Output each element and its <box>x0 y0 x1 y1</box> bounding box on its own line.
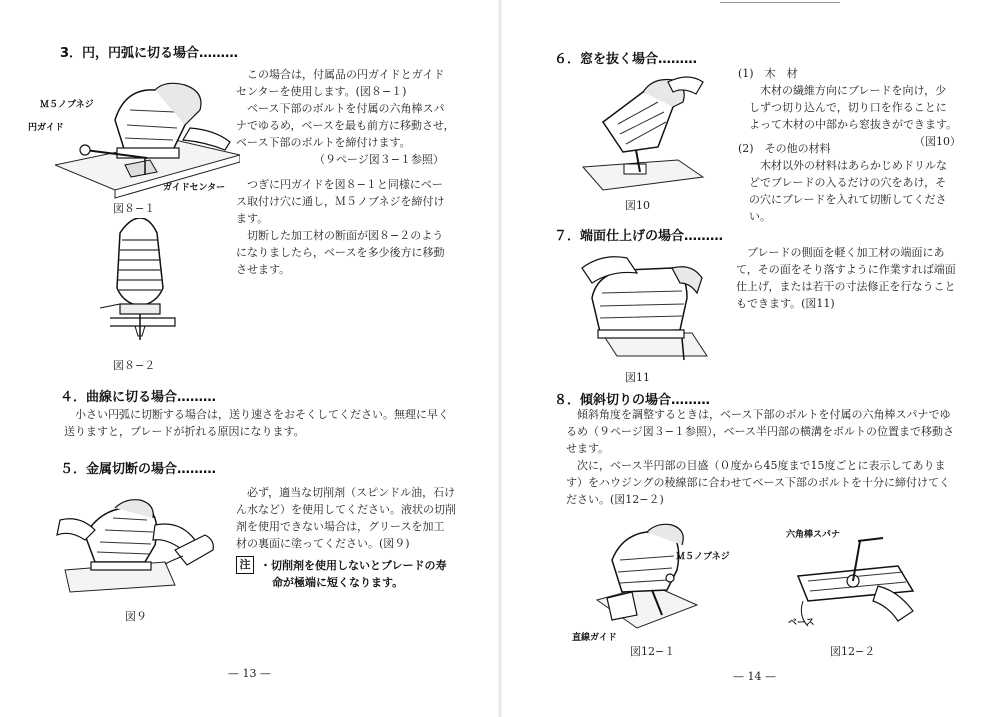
section-7-paragraph: ブレードの側面を軽く加工材の端面にあ て，その面をそり落すように作業すれば端面 仕上げ，または若干の寸法修正を行なうこと もできます。(図11) <box>736 246 956 310</box>
section-5-heading: ５．金属切断の場合……… <box>60 462 217 477</box>
page-14 <box>500 0 1000 717</box>
label-m5-knob-screw-12-1: Ｍ５ノブネジ <box>676 552 730 562</box>
note-badge: 注 <box>236 556 254 574</box>
section-6-sub-2: (2) その他の材料 木材以外の材料はあらかじめドリルな どでブレードの入るだけの穴をあけ，そ の穴にブレードを入れて切断してくださ い。 <box>738 142 947 223</box>
label-hex-wrench: 六角棒スパナ <box>786 530 841 540</box>
page-number-13: — 13 — <box>228 667 271 680</box>
section-4-paragraph: 小さい円弧に切断する場合は，送り速さをおそくしてください。無理に早く 送りますと，ブレードが折れる原因になります。 <box>64 408 449 438</box>
section-3-heading: 3．円，円弧に切る場合……… <box>60 46 239 61</box>
figure-9-caption: 図９ <box>125 610 147 623</box>
bevel-cut-illustration <box>592 520 702 635</box>
figure-9 <box>55 490 220 595</box>
figure-11-caption: 図11 <box>625 371 650 384</box>
label-base: ベース <box>788 618 815 628</box>
figure-10-caption: 図10 <box>625 199 650 212</box>
figure-10 <box>578 72 708 197</box>
metal-cutting-illustration <box>55 490 220 595</box>
section-6-sub-1: (1) 木 材 木材の繊維方向にブレードを向け，少 しずつ切り込んで，切り口を作ることに よって木材の中部から窓抜きができます。 （図10） <box>738 67 961 148</box>
blade-cross-section-illustration <box>95 218 185 348</box>
figure-12-1 <box>592 520 702 635</box>
section-3-paragraph-1: この場合は，付属品の円ガイドとガイド センターを使用します。(図８−１) ベース下部のボルトを付属の六角棒スパ ナでゆるめ，ベースを最も前方に移動させ， ベース下部のボルトを締付けます。 （９ページ図３−１参照） <box>236 68 455 166</box>
note-text: ・切削剤を使用しないとブレードの寿 命が極端に短くなります。 <box>260 559 447 589</box>
label-circle-guide: 円ガイド <box>28 123 64 133</box>
section-8-paragraph: 傾斜角度を調整するときは，ベース下部のボルトを付属の六角棒スパナでゆ るめ（９ページ図３−１参照），ベース半円部の横溝をボルトの位置まで移動さ せます。 次に，ベース半円部の目盛（０度から45度まで15度ごとに表示してありま す）をハウジングの稜線部に合わせてベース下部のボルトを十分に締付けてく ださい。(図12−２) <box>566 408 954 506</box>
figure-12-1-caption: 図12−１ <box>630 645 676 658</box>
label-m5-knob-screw: Ｍ５ノブネジ <box>40 100 94 110</box>
label-guide-center: ガイドセンター <box>163 183 226 193</box>
window-cutting-illustration <box>578 72 708 197</box>
section-8-heading: ８．傾斜切りの場合……… <box>554 393 711 408</box>
page-number-14: — 14 — <box>733 670 776 683</box>
section-3-paragraph-2: つぎに円ガイドを図８−１と同様にベー ス取付け穴に通し，Ｍ５ノブネジを締付け ます。 切断した加工材の断面が図８−２のよう になりましたら，ベースを多少後方に移動 させます。 <box>236 178 445 276</box>
figure-8-2 <box>95 218 185 348</box>
section-4-heading: ４．曲線に切る場合……… <box>60 390 217 405</box>
edge-finishing-illustration <box>572 248 712 368</box>
section-6-heading: ６．窓を抜く場合……… <box>554 52 698 67</box>
figure-12-2-caption: 図12−２ <box>830 645 876 658</box>
label-straight-guide: 直線ガイド <box>572 633 617 643</box>
figure-8-2-caption: 図８−２ <box>113 359 156 372</box>
section-5-paragraph: 必ず，適当な切削剤（スピンドル油，石け ん水など）を使用してください。液状の切削 剤を使用できない場合は，グリースを加工 材の裏面に塗ってください。(図９) <box>236 486 456 550</box>
section-7-heading: ７．端面仕上げの場合……… <box>554 229 724 244</box>
figure-11 <box>572 248 712 368</box>
figure-8-1-caption: 図８−１ <box>113 202 156 215</box>
